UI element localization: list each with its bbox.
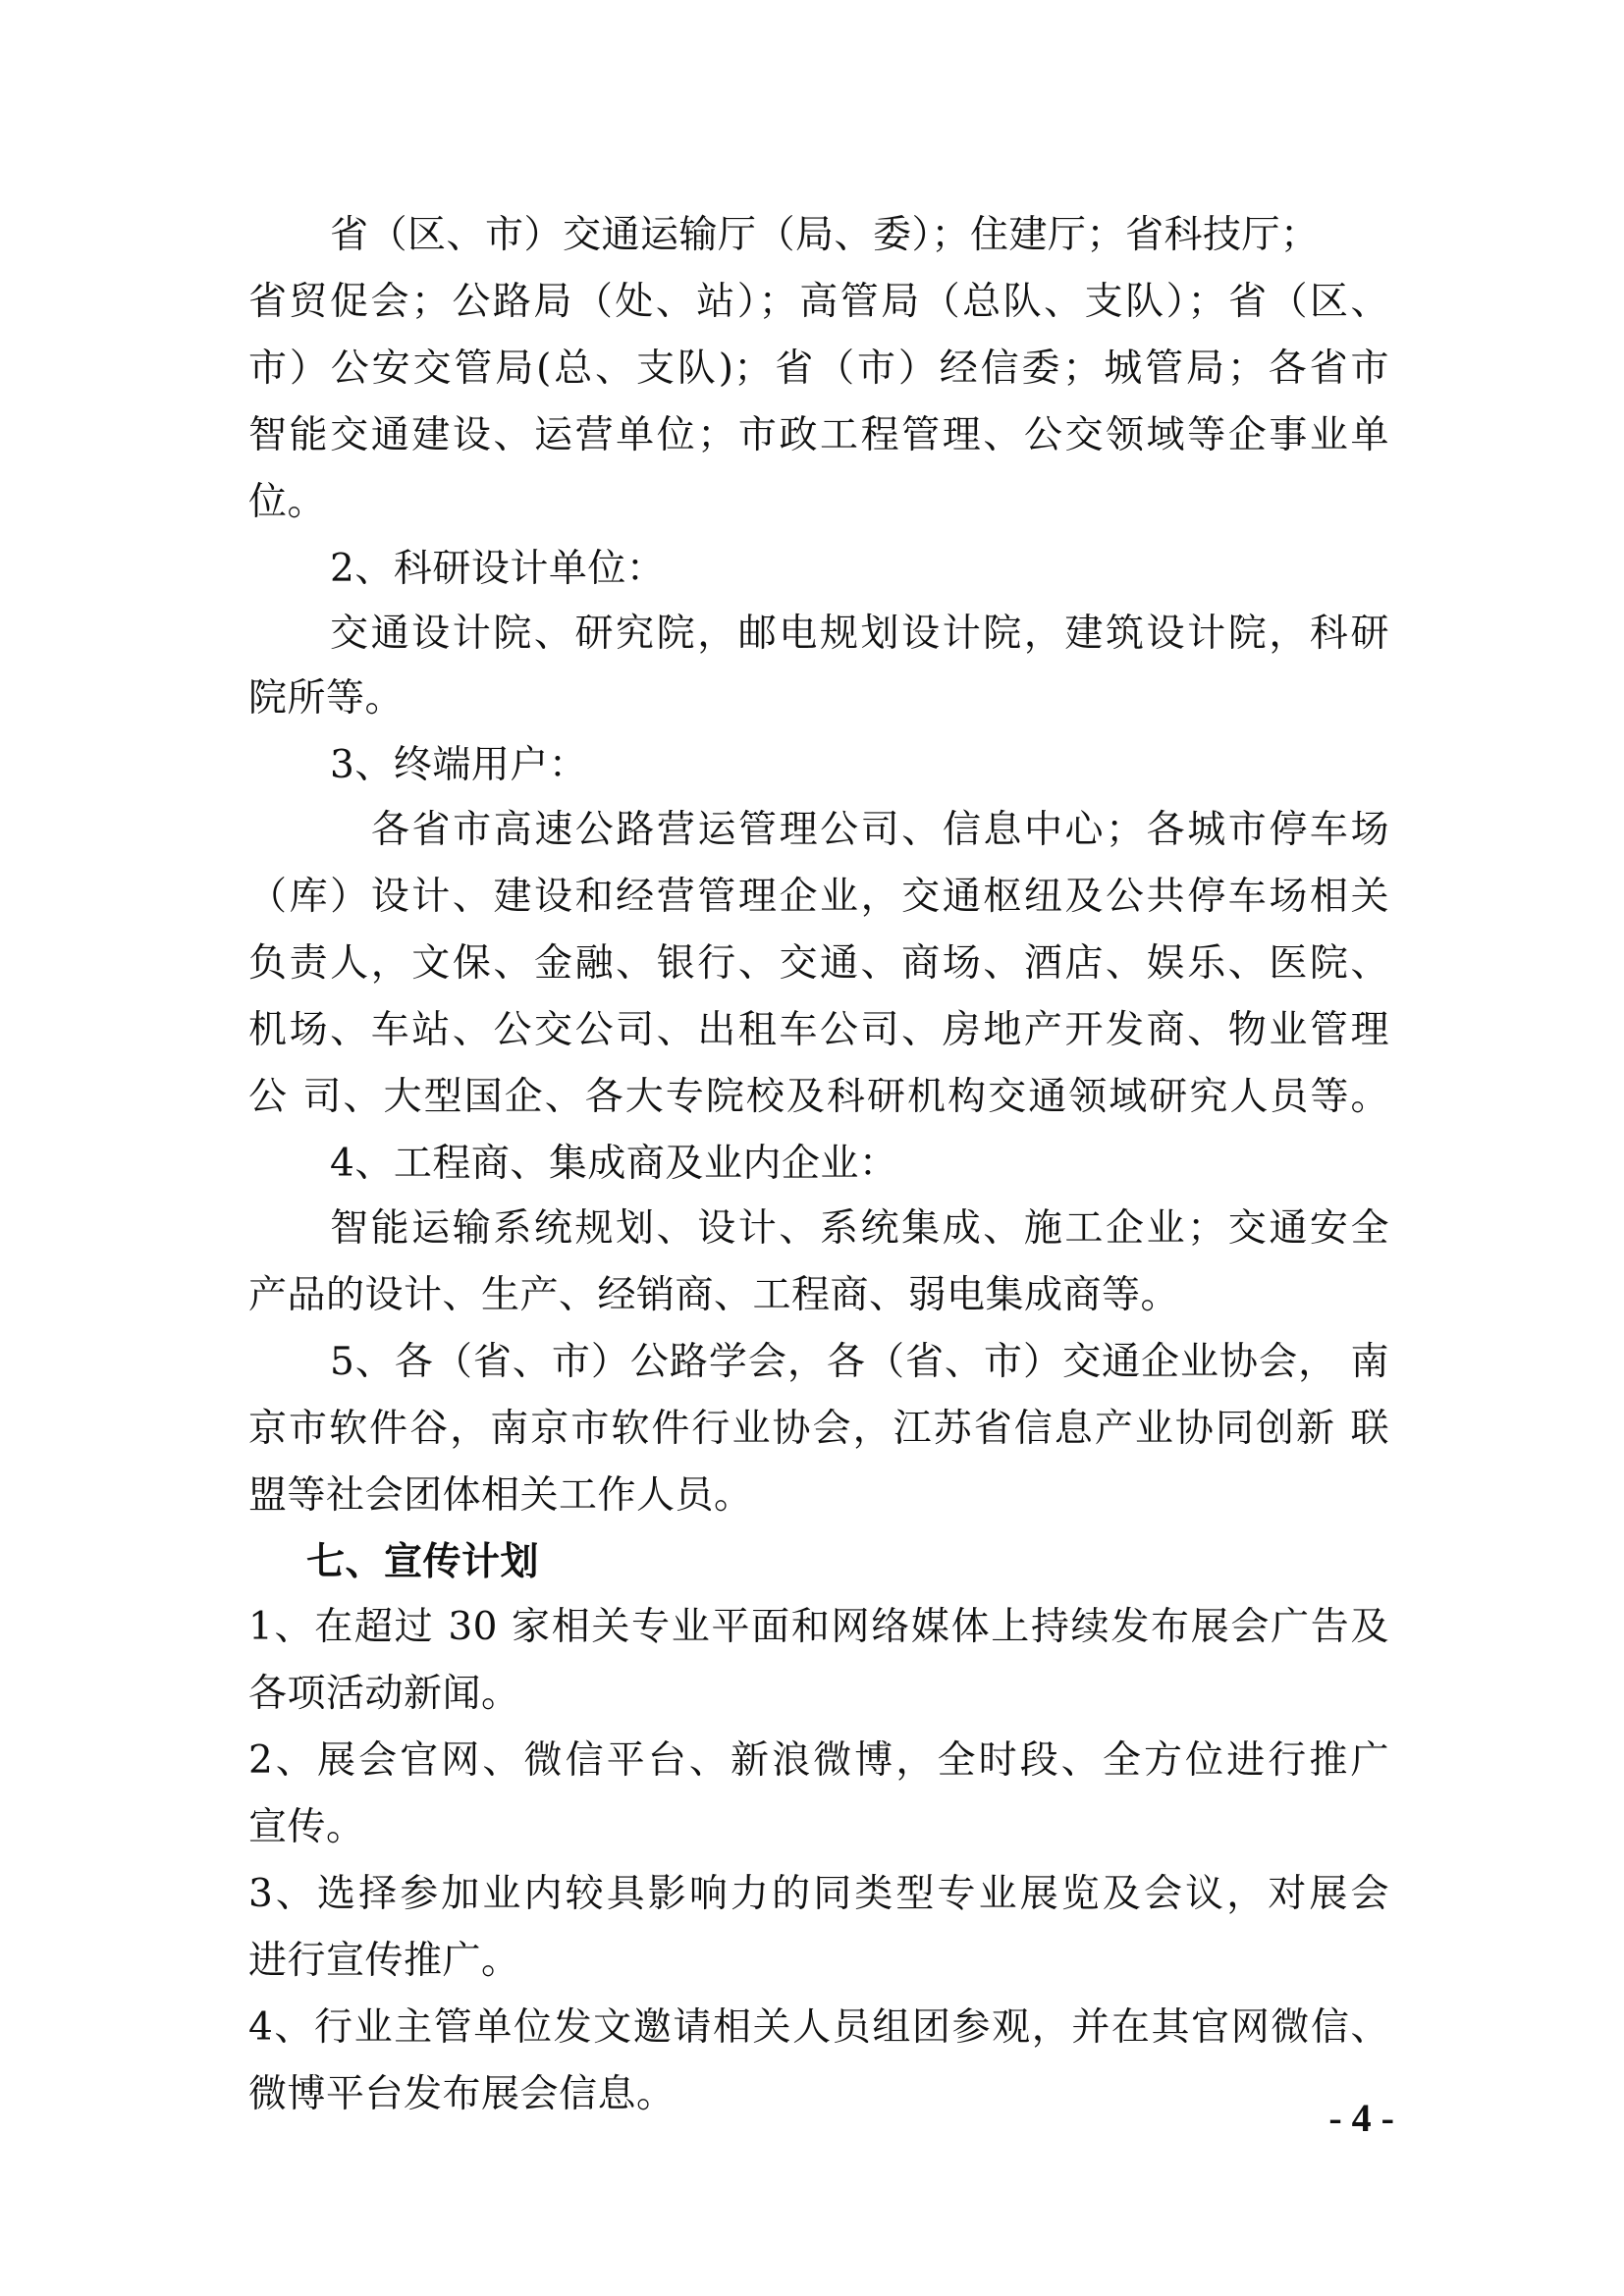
text-line: 公 司、大型国企、各大专院校及科研机构交通领域研究人员等。	[248, 1075, 1389, 1119]
text-line: 各项活动新闻。	[248, 1672, 520, 1716]
text-line: 微博平台发布展会信息。	[248, 2072, 676, 2116]
text-line: 省（区、市）交通运输厅（局、委）；住建厅；省科技厅；	[330, 213, 1320, 257]
page-number: - 4 -	[1328, 2096, 1394, 2140]
text-line: 负责人，文保、金融、银行、交通、商场、酒店、娱乐、医院、	[248, 941, 1389, 986]
text-line: 宣传。	[248, 1805, 365, 1849]
text-line: 3、终端用户：	[330, 743, 588, 787]
text-line: 京市软件谷，南京市软件行业协会，江苏省信息产业协同创新 联	[248, 1407, 1389, 1451]
text-line: 盟等社会团体相关工作人员。	[248, 1473, 753, 1518]
text-line: 进行宣传推广。	[248, 1939, 520, 1983]
text-line: 智能运输系统规划、设计、系统集成、施工企业；交通安全	[330, 1206, 1389, 1251]
text-line: 4、工程商、集成商及业内企业：	[330, 1142, 898, 1186]
text-line: 位。	[248, 480, 327, 524]
section-heading: 七、宣传计划	[306, 1540, 540, 1584]
text-line: 交通设计院、研究院，邮电规划设计院，建筑设计院，科研	[330, 612, 1389, 656]
text-line: 3、选择参加业内较具影响力的同类型专业展览及会议，对展会	[248, 1872, 1389, 1916]
text-line: 机场、车站、公交公司、出租车公司、房地产开发商、物业管理	[248, 1008, 1389, 1052]
text-line: 市）公安交管局(总、支队)；省（市）经信委；城管局；各省市	[248, 347, 1389, 391]
text-line: 5、各（省、市）公路学会，各（省、市）交通企业协会， 南	[330, 1340, 1389, 1384]
text-line: 2、展会官网、微信平台、新浪微博，全时段、全方位进行推广	[248, 1738, 1389, 1783]
text-line: 省贸促会；公路局（处、站）；高管局（总队、支队）；省（区、	[248, 280, 1389, 324]
text-line: 智能交通建设、运营单位；市政工程管理、公交领域等企事业单	[248, 413, 1389, 457]
text-line: 4、行业主管单位发文邀请相关人员组团参观，并在其官网微信、	[248, 2005, 1389, 2050]
text-line: 2、科研设计单位：	[330, 547, 666, 591]
text-line: 1、在超过 30 家相关专业平面和网络媒体上持续发布展会广告及	[248, 1605, 1389, 1649]
text-line: 院所等。	[248, 676, 405, 721]
text-line: 各省市高速公路营运管理公司、信息中心；各城市停车场	[371, 808, 1389, 852]
text-line: 产品的设计、生产、经销商、工程商、弱电集成商等。	[248, 1273, 1180, 1317]
text-line: （库）设计、建设和经营管理企业，交通枢纽及公共停车场相关	[248, 875, 1389, 919]
